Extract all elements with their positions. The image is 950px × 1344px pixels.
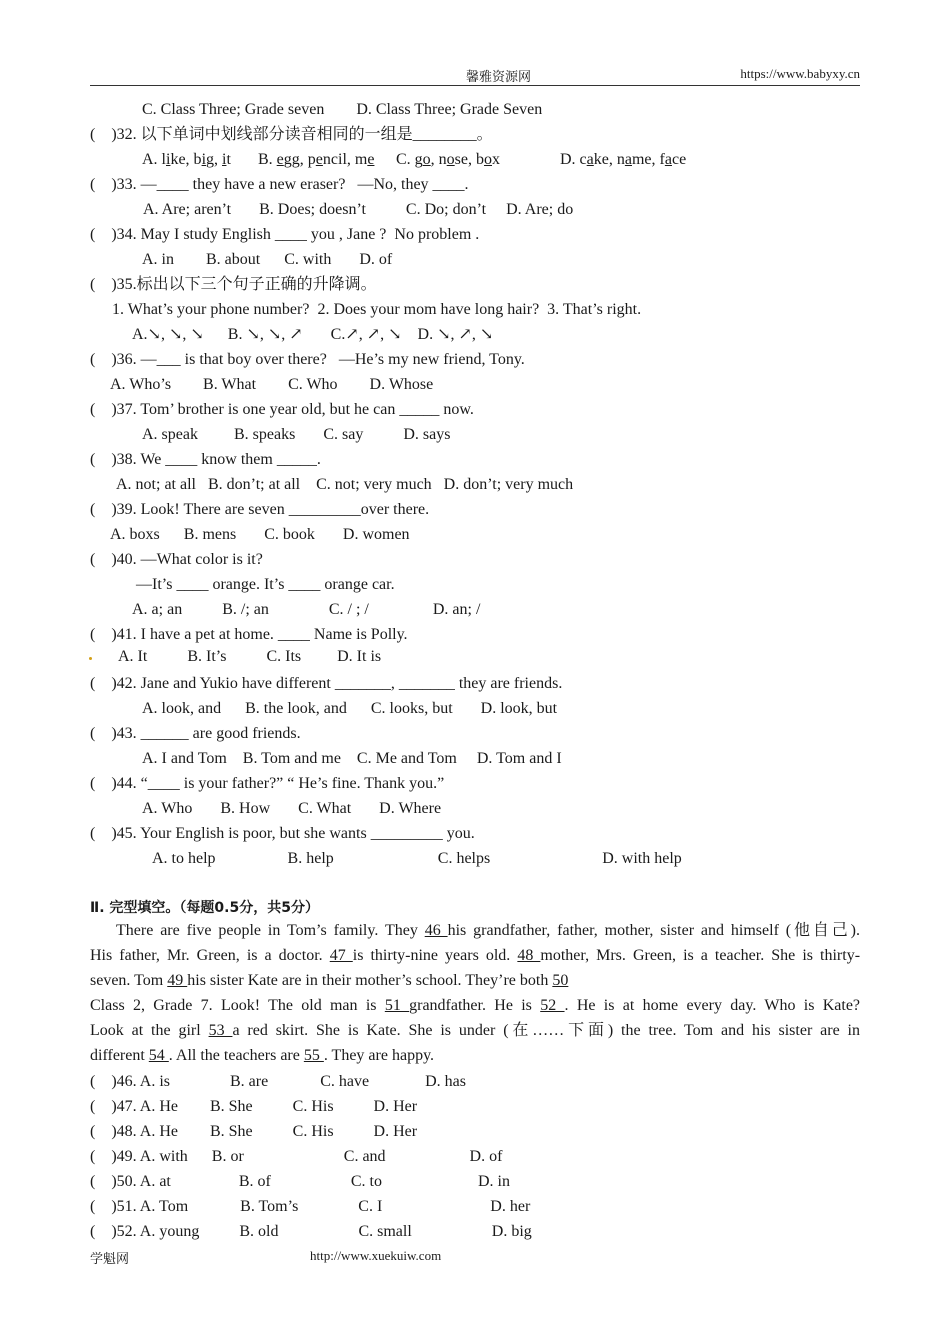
q43-options: A. I and Tom B. Tom and me C. Me and Tom D. Tom and I — [142, 750, 562, 767]
q37-options: A. speak B. speaks C. say D. says — [142, 426, 451, 443]
q40-stem: ( )40. —What color is it? — [90, 551, 263, 568]
q42-stem: ( )42. Jane and Yukio have different _______, _______ they are friends. — [90, 675, 563, 692]
q46-row: ( )46. A. is B. are C. have D. has — [90, 1073, 466, 1090]
cloze-passage-line-3: seven. Tom 49 his sister Kate are in their mother’s school. They’re both 50 — [90, 972, 569, 989]
footer-url[interactable]: http://www.xuekuiw.com — [310, 1248, 442, 1263]
q43-stem: ( )43. ______ are good friends. — [90, 725, 301, 742]
header-divider — [90, 85, 860, 86]
q36-options: A. Who’s B. What C. Who D. Whose — [110, 376, 434, 393]
q52-row: ( )52. A. young B. old C. small D. big — [90, 1223, 532, 1240]
cloze-passage-line-6: different 54 . All the teachers are 55 . They are happy. — [90, 1047, 435, 1064]
q34-options: A. in B. about C. with D. of — [142, 251, 393, 268]
q32-option-d: D. cake, name, face — [560, 151, 687, 168]
q49-row: ( )49. A. with B. or C. and D. of — [90, 1148, 503, 1165]
q37-stem: ( )37. Tom’ brother is one year old, but he can _____ now. — [90, 401, 474, 418]
q33-stem: ( )33. —____ they have a new eraser? —No, they ____. — [90, 176, 469, 193]
header-url[interactable]: https://www.babyxy.cn — [740, 66, 860, 81]
q38-stem: ( )38. We ____ know them _____. — [90, 451, 321, 468]
q35-options: A.↘, ↘, ↘ B. ↘, ↘, ↗ C.↗, ↗, ↘ D. ↘, ↗, ↘ — [132, 326, 494, 343]
q35-stem: ( )35.标出以下三个句子正确的升降调。 — [90, 276, 377, 293]
q32-option-b: B. egg, pencil, me — [258, 151, 375, 168]
q32-option-c: C. go, nose, box — [396, 151, 500, 168]
footer-site-name: 学魁网 — [90, 1251, 130, 1266]
q32-stem: ( )32. 以下单词中划线部分读音相同的一组是________。 — [90, 126, 493, 143]
q40-options: A. a; an B. /; an C. / ; / D. an; / — [132, 601, 481, 618]
q39-options: A. boxs B. mens C. book D. women — [110, 526, 410, 543]
q39-stem: ( )39. Look! There are seven _________over there. — [90, 501, 430, 518]
q41-stem: ( )41. I have a pet at home. ____ Name is Polly. — [90, 626, 408, 643]
q38-options: A. not; at all B. don’t; at all C. not; very much D. don’t; very much — [116, 476, 574, 493]
q35-sentences: 1. What’s your phone number? 2. Does your mom have long hair? 3. That’s right. — [112, 301, 642, 318]
q44-options: A. Who B. How C. What D. Where — [142, 800, 442, 817]
section-2-title: Ⅱ. 完型填空。（每题0.5分，共5分） — [90, 900, 319, 916]
q31-options-continued: C. Class Three; Grade seven D. Class Three; Grade Seven — [142, 101, 543, 118]
cloze-passage-line-1: There are five people in Tom’s family. They 46 his grandfather, father, mother, sister and himself (他自己). — [116, 922, 860, 939]
q34-stem: ( )34. May I study English ____ you , Jane ? No problem . — [90, 226, 480, 243]
q48-row: ( )48. A. He B. She C. His D. Her — [90, 1123, 418, 1140]
q40-sentence: —It’s ____ orange. It’s ____ orange car. — [136, 576, 395, 593]
q50-row: ( )50. A. at B. of C. to D. in — [90, 1173, 510, 1190]
cloze-passage-line-4: Class 2, Grade 7. Look! The old man is 51 grandfather. He is 52 . He is at home every day. Who is Kate? — [90, 997, 861, 1014]
q45-options: A. to help B. help C. helps D. with help — [152, 850, 682, 867]
q32-option-a: A. like, big, it — [142, 151, 231, 168]
q42-options: A. look, and B. the look, and C. looks, but D. look, but — [142, 700, 558, 717]
q45-stem: ( )45. Your English is poor, but she wants _________ you. — [90, 825, 475, 842]
cloze-passage-line-5: Look at the girl 53 a red skirt. She is Kate. She is under (在……下面) the tree. Tom and his sister are in — [90, 1022, 860, 1039]
cloze-passage-line-2: His father, Mr. Green, is a doctor. 47 is thirty-nine years old. 48 mother, Mrs. Green, is a teacher. She is thirty- — [90, 947, 861, 964]
q36-stem: ( )36. —___ is that boy over there? —He’s my new friend, Tony. — [90, 351, 525, 368]
q51-row: ( )51. A. Tom B. Tom’s C. I D. her — [90, 1198, 531, 1215]
q41-options: A. It B. It’s C. Its D. It is — [118, 648, 382, 665]
bullet-dot-icon — [89, 657, 92, 660]
q44-stem: ( )44. “____ is your father?” “ He’s fine. Thank you.” — [90, 775, 445, 792]
q47-row: ( )47. A. He B. She C. His D. Her — [90, 1098, 418, 1115]
q33-options: A. Are; aren’t B. Does; doesn’t C. Do; don’t D. Are; do — [143, 201, 574, 218]
header-site-name: 馨雅资源网 — [466, 69, 532, 84]
